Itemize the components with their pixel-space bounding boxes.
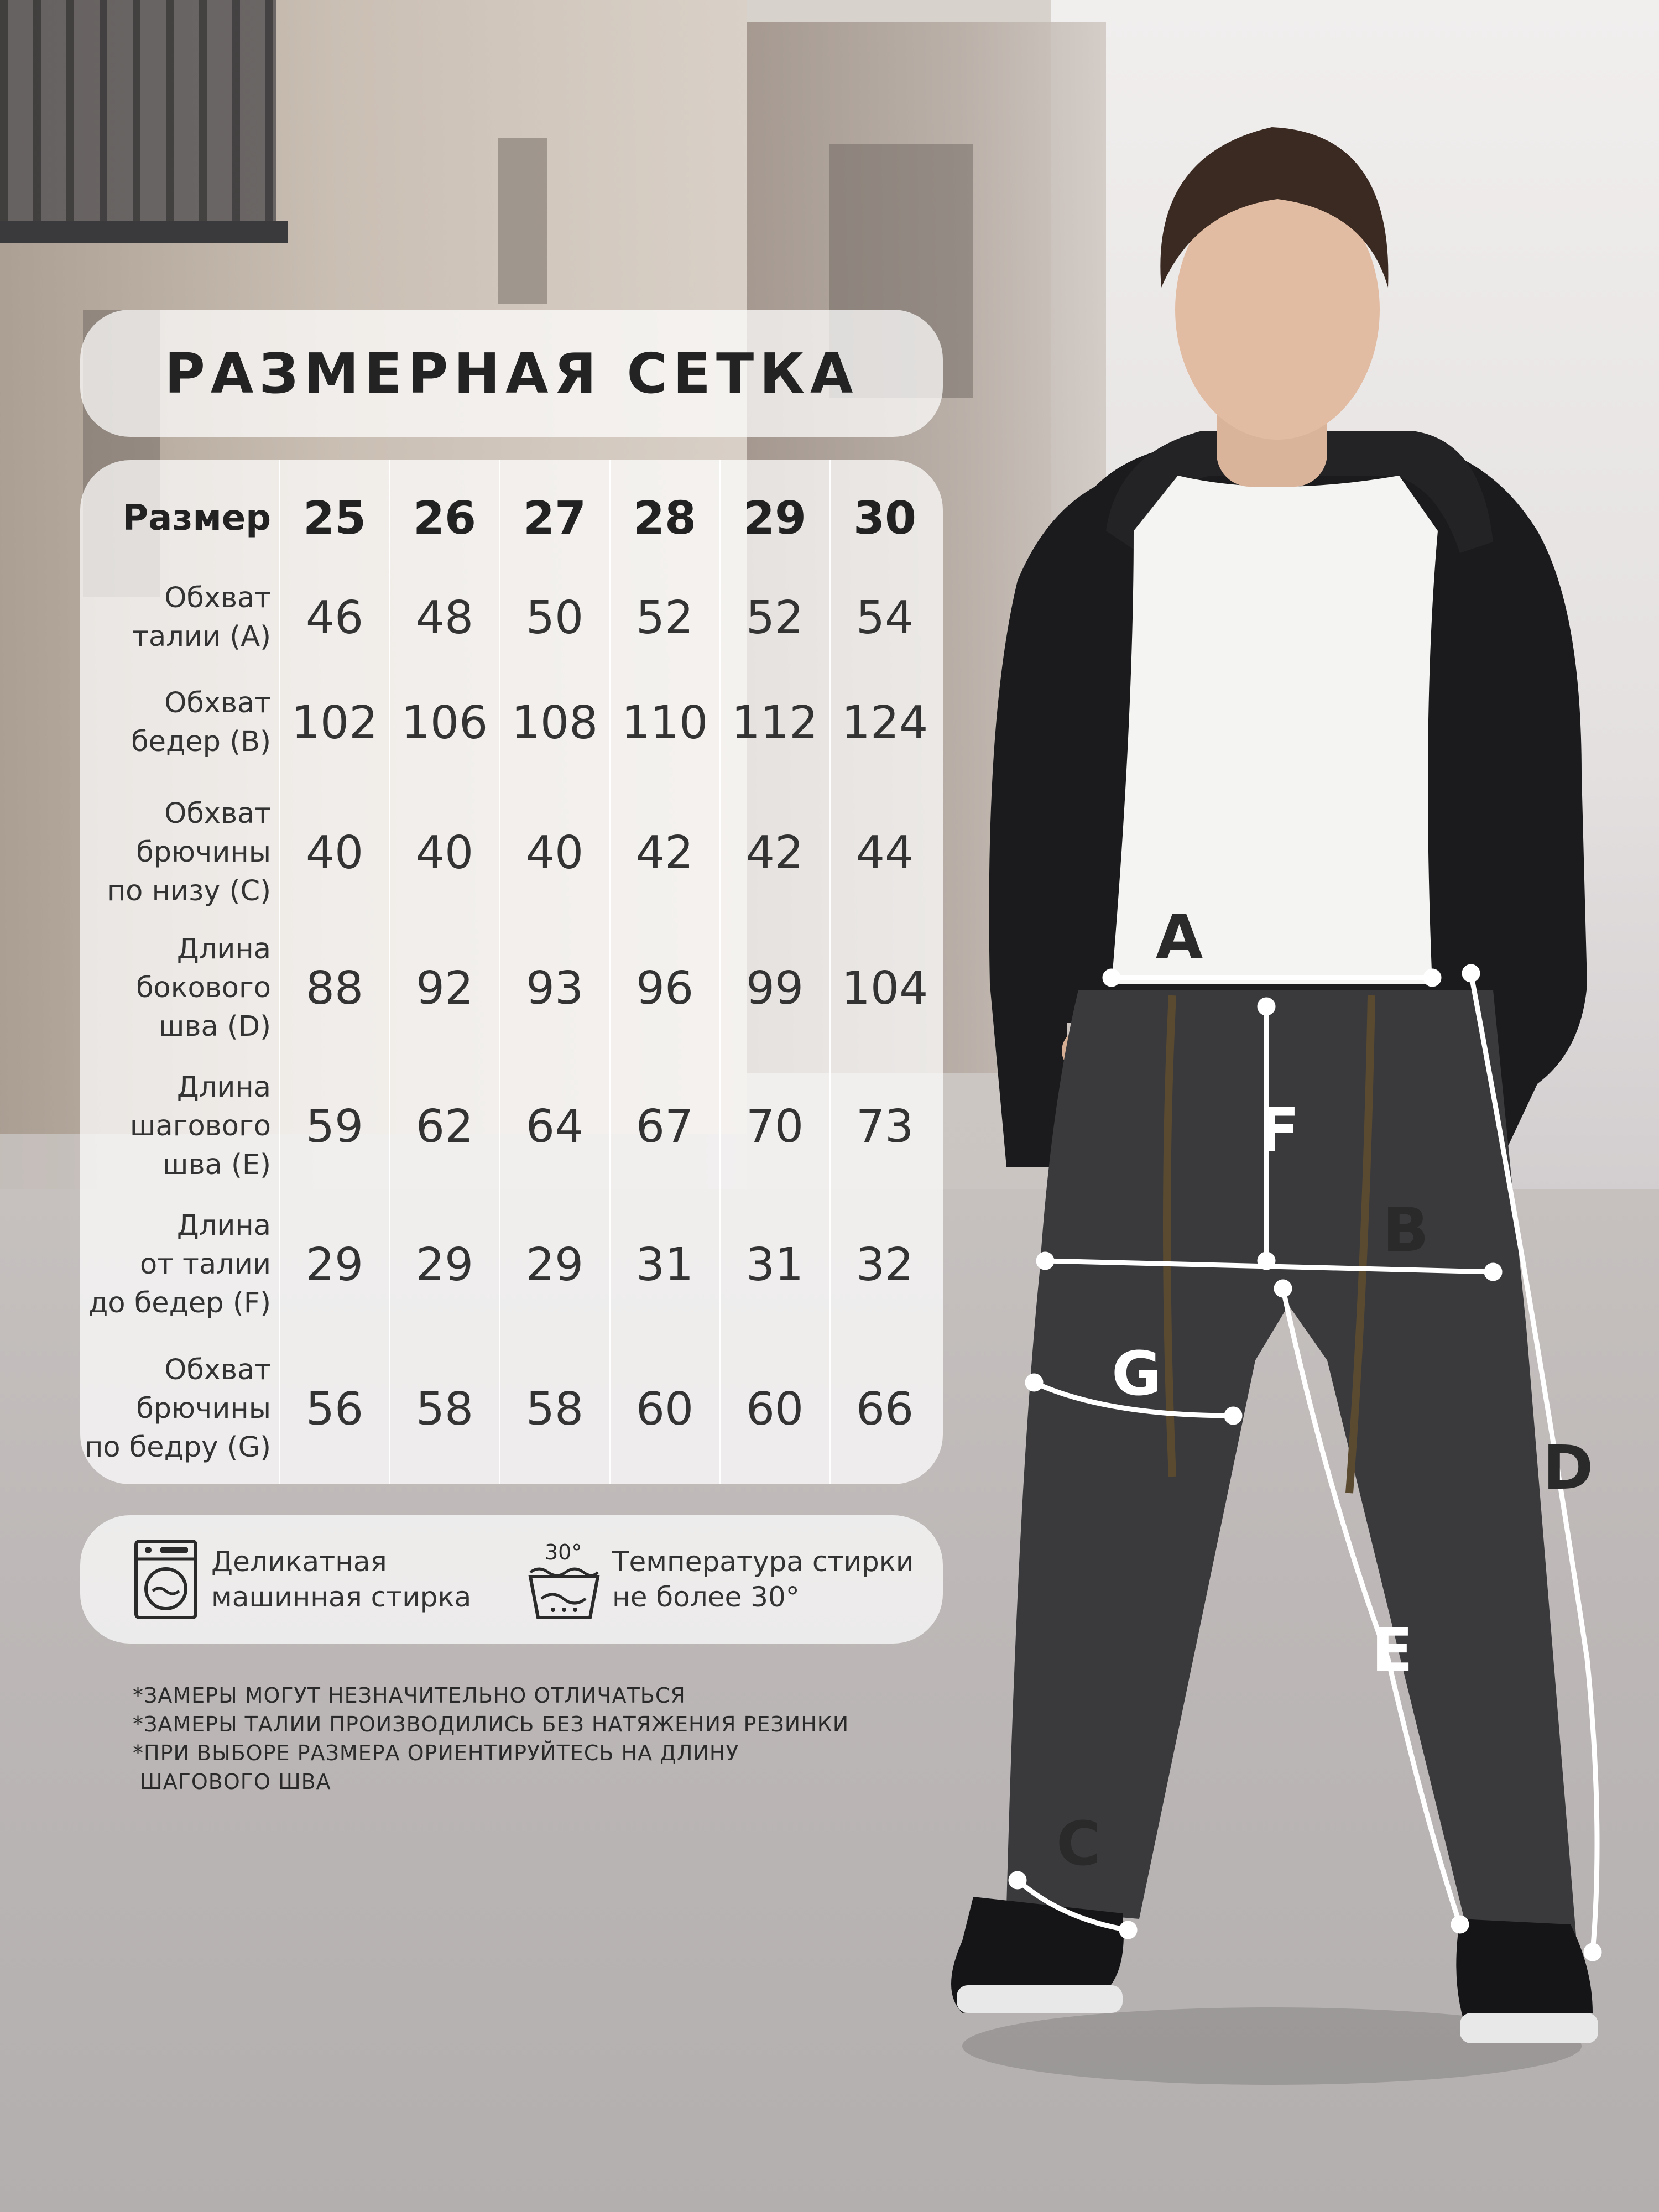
size-header-cell: 26: [390, 460, 500, 576]
size-header-cell: 28: [610, 460, 720, 576]
table-cell: 31: [720, 1196, 830, 1334]
row-label: [80, 659, 280, 786]
table-cell: 99: [720, 919, 830, 1057]
footnote: *ЗАМЕРЫ МОГУТ НЕЗНАЧИТЕЛЬНО ОТЛИЧАТЬСЯ: [133, 1683, 686, 1708]
size-header-cell: 29: [720, 460, 830, 576]
row-label: [80, 919, 280, 1057]
row-label: [80, 1334, 280, 1484]
page-title: РАЗМЕРНАЯ СЕТКА: [164, 341, 859, 406]
table-row: [80, 659, 939, 786]
row-label-line: брючины: [136, 1392, 271, 1425]
table-cell: 102: [280, 659, 390, 786]
table-cell: 110: [610, 659, 720, 786]
table-cell: 96: [610, 919, 720, 1057]
size-header-cell: 27: [500, 460, 610, 576]
measure-label-b: B: [1383, 1194, 1429, 1265]
footnote: *ЗАМЕРЫ ТАЛИИ ПРОИЗВОДИЛИСЬ БЕЗ НАТЯЖЕНИЯ РЕЗИНКИ: [133, 1712, 849, 1736]
care-temperature-text: [612, 1544, 914, 1615]
size-header-cell: 25: [280, 460, 390, 576]
table-cell: 52: [610, 576, 720, 659]
care-temperature-line: Температура стирки: [612, 1546, 914, 1578]
washing-machine-icon: [133, 1538, 199, 1621]
care-wash-text: [211, 1544, 471, 1615]
row-label-line: бедер (B): [131, 726, 271, 758]
measure-label-c: C: [1056, 1808, 1101, 1879]
table-cell: 67: [610, 1057, 720, 1196]
table-cell: 88: [280, 919, 390, 1057]
table-cell: 58: [500, 1334, 610, 1484]
wash-tub-icon: [528, 1538, 600, 1621]
measure-label-e: E: [1371, 1615, 1413, 1686]
measure-label-f: F: [1258, 1095, 1300, 1166]
table-cell: 60: [720, 1334, 830, 1484]
row-label-line: Обхват: [164, 687, 271, 719]
size-table: [80, 460, 939, 1484]
table-cell: 64: [500, 1057, 610, 1196]
row-label: [80, 1057, 280, 1196]
table-row: [80, 1057, 939, 1196]
table-cell: 60: [610, 1334, 720, 1484]
footnotes: [133, 1681, 962, 1796]
size-header-label: Размер: [122, 498, 271, 539]
care-panel: [80, 1515, 943, 1644]
care-temperature-line: не более 30°: [612, 1581, 800, 1613]
size-table-panel: [80, 460, 943, 1484]
table-row: [80, 919, 939, 1057]
table-cell: 108: [500, 659, 610, 786]
care-temperature: [528, 1515, 914, 1644]
measure-label-d: D: [1543, 1432, 1594, 1503]
table-cell: 54: [830, 576, 940, 659]
row-label-line: от талии: [140, 1248, 271, 1281]
table-cell: 106: [390, 659, 500, 786]
table-cell: 70: [720, 1057, 830, 1196]
table-cell: 58: [390, 1334, 500, 1484]
row-label-line: бокового: [136, 972, 271, 1004]
row-label-line: шва (E): [162, 1149, 271, 1181]
row-label-line: талии (A): [132, 620, 271, 653]
row-label-line: шагового: [129, 1110, 271, 1142]
table-cell: 112: [720, 659, 830, 786]
table-cell: 32: [830, 1196, 940, 1334]
table-row: [80, 1196, 939, 1334]
measure-label-g: G: [1112, 1338, 1162, 1409]
table-cell: 52: [720, 576, 830, 659]
care-wash-line: Деликатная: [211, 1546, 387, 1578]
table-cell: 42: [610, 786, 720, 919]
table-row: [80, 576, 939, 659]
table-header-row: [80, 460, 939, 576]
table-cell: 124: [830, 659, 940, 786]
row-label-line: до бедер (F): [88, 1287, 271, 1319]
table-cell: 44: [830, 786, 940, 919]
table-cell: 93: [500, 919, 610, 1057]
table-cell: 40: [500, 786, 610, 919]
measure-label-a: A: [1156, 901, 1203, 972]
row-label-line: шва (D): [158, 1010, 271, 1043]
row-label-line: Длина: [176, 1209, 271, 1242]
row-label-line: по низу (C): [107, 875, 271, 907]
table-cell: 40: [280, 786, 390, 919]
row-label-line: Обхват: [164, 582, 271, 614]
table-cell: 104: [830, 919, 940, 1057]
table-cell: 50: [500, 576, 610, 659]
row-label-line: Обхват: [164, 1354, 271, 1386]
table-cell: 73: [830, 1057, 940, 1196]
row-label-line: брючины: [136, 836, 271, 869]
table-cell: 29: [390, 1196, 500, 1334]
table-cell: 48: [390, 576, 500, 659]
table-cell: 29: [280, 1196, 390, 1334]
size-header-cell: 30: [830, 460, 940, 576]
table-cell: 56: [280, 1334, 390, 1484]
table-cell: 62: [390, 1057, 500, 1196]
title-panel: [80, 310, 943, 437]
table-cell: 46: [280, 576, 390, 659]
row-label: [80, 576, 280, 659]
care-wash-line: машинная стирка: [211, 1581, 472, 1613]
table-cell: 92: [390, 919, 500, 1057]
wash-30-icon: [528, 1538, 600, 1621]
table-cell: 29: [500, 1196, 610, 1334]
row-label: [80, 786, 280, 919]
row-label-line: по бедру (G): [85, 1431, 271, 1464]
table-cell: 31: [610, 1196, 720, 1334]
wash-temperature-badge: 30°: [545, 1540, 582, 1564]
table-row: [80, 1334, 939, 1484]
table-cell: 40: [390, 786, 500, 919]
table-cell: 42: [720, 786, 830, 919]
row-label-line: Длина: [176, 933, 271, 966]
footnote: *ПРИ ВЫБОРЕ РАЗМЕРА ОРИЕНТИРУЙТЕСЬ НА ДЛИНУ: [133, 1741, 739, 1765]
row-label-line: Обхват: [164, 797, 271, 830]
row-label-line: Длина: [176, 1071, 271, 1104]
footnote: ШАГОВОГО ШВА: [133, 1770, 331, 1794]
table-cell: 66: [830, 1334, 940, 1484]
row-label: [80, 1196, 280, 1334]
care-wash: [133, 1515, 471, 1644]
table-cell: 59: [280, 1057, 390, 1196]
table-row: [80, 786, 939, 919]
